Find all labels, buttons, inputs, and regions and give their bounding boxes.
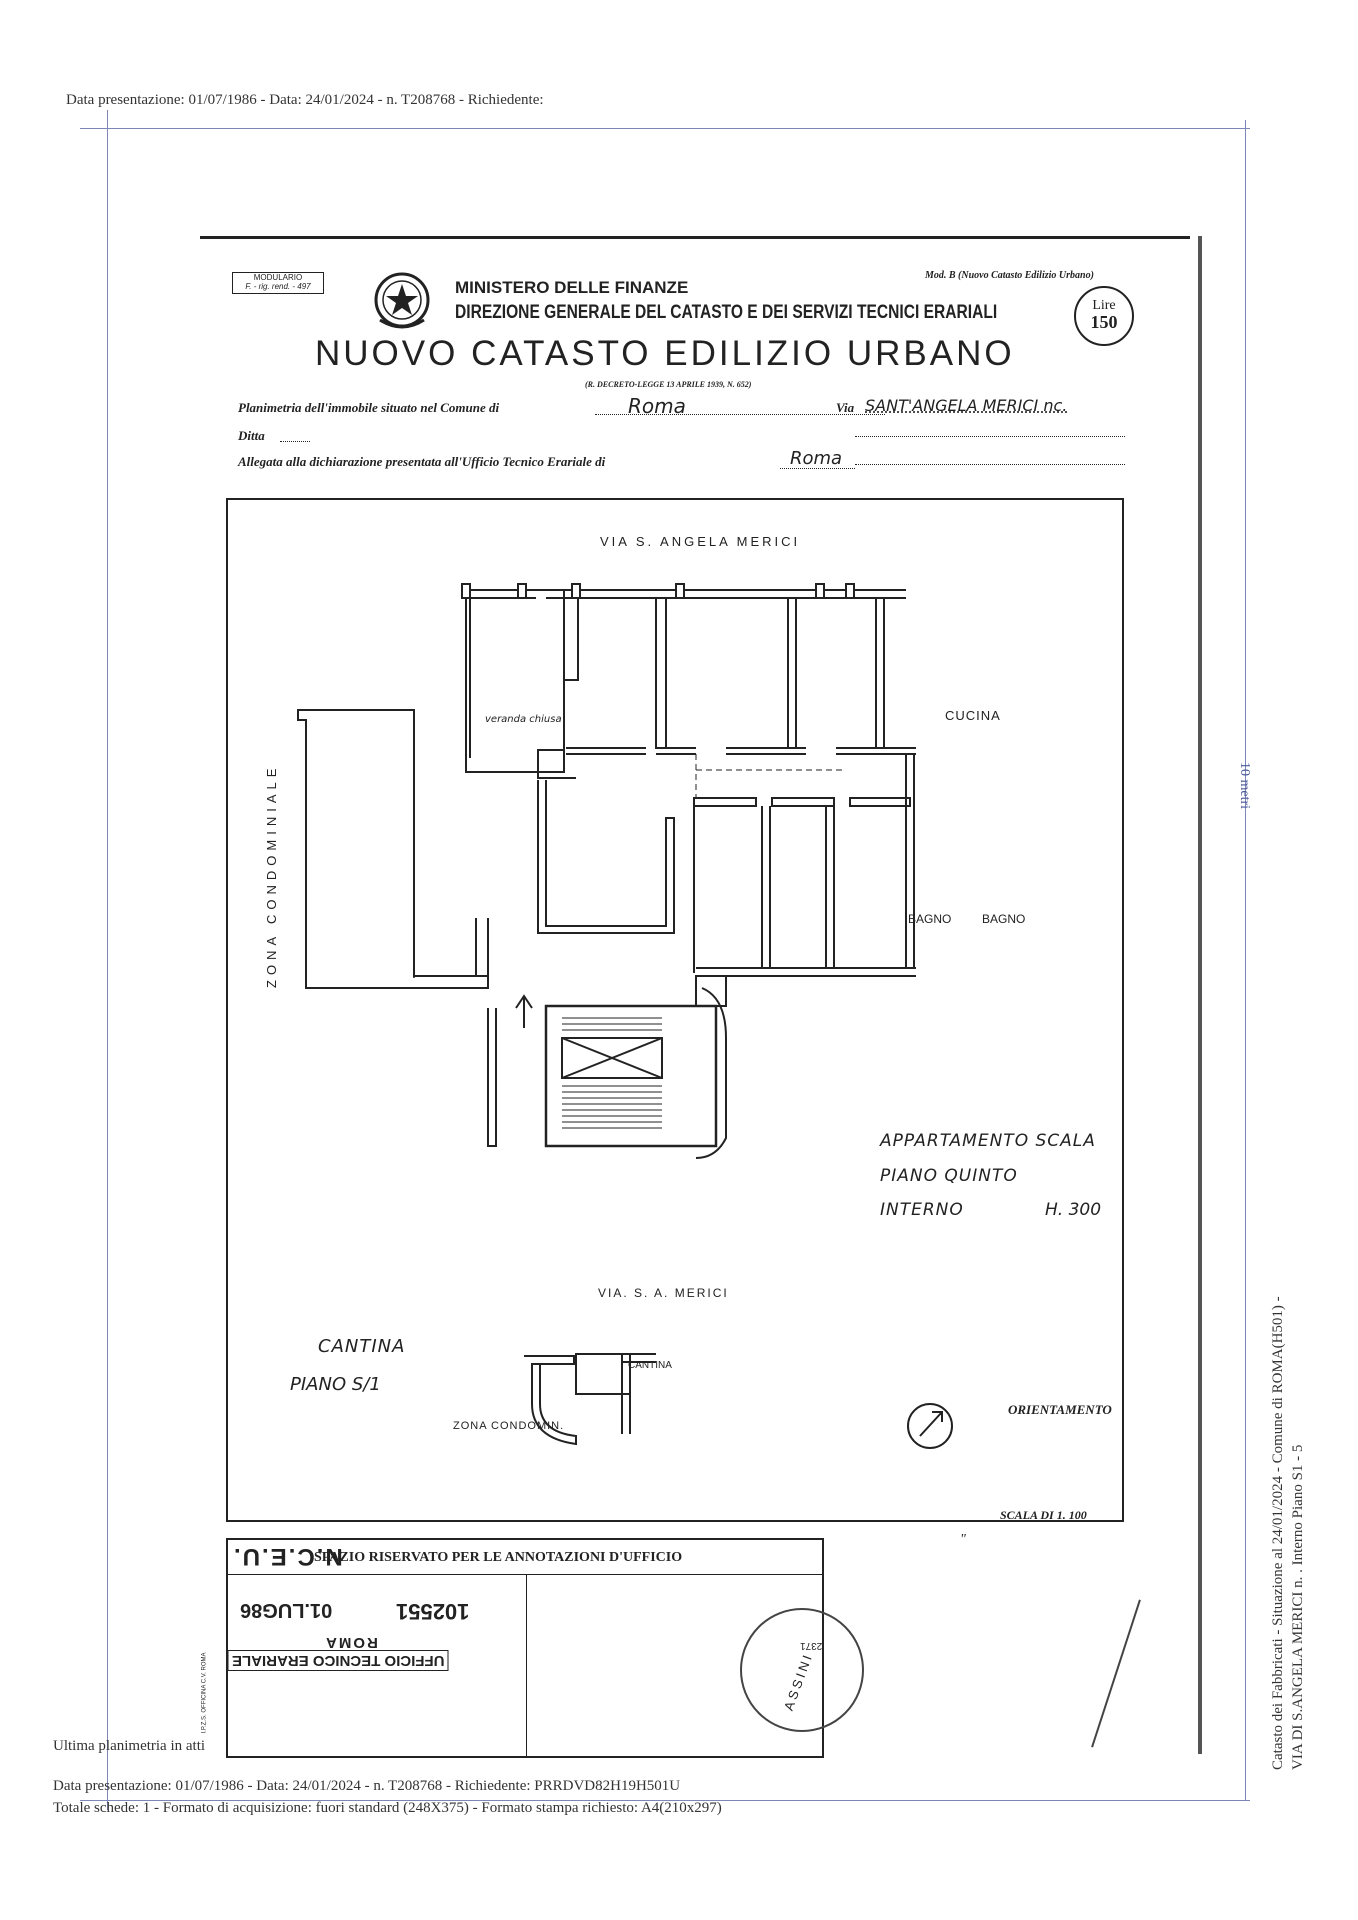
ditta-dots-2	[855, 436, 1125, 437]
compass-arrow-icon	[920, 1412, 942, 1436]
zona-condominiale-outline	[298, 710, 488, 988]
diagonal-edge	[1091, 1599, 1141, 1747]
sheet-top-bar	[200, 236, 1190, 239]
piano-label: PIANO QUINTO	[880, 1166, 1018, 1186]
wall-central	[538, 780, 674, 933]
pier	[676, 584, 684, 598]
stair-cross	[562, 1038, 662, 1078]
wall-left-room	[564, 590, 578, 680]
comune-value: Roma	[628, 394, 686, 418]
veranda-label: veranda chiusa	[485, 714, 562, 725]
office-header-rule	[228, 1574, 822, 1575]
wall-top-facade	[466, 590, 906, 598]
wall-left-lower	[476, 918, 488, 976]
pier	[846, 584, 854, 598]
pier	[572, 584, 580, 598]
quote-mark: "	[960, 1532, 966, 1547]
modulario-label: MODULARIO	[253, 273, 303, 282]
planimetria-label: Planimetria dell'immobile situato nel Comune di	[238, 400, 500, 415]
floor-plan	[226, 498, 1120, 1518]
cadastral-sheet	[200, 236, 1200, 1754]
ufficio-value: Roma	[790, 448, 843, 469]
street-top-label: VIA S. ANGELA MERICI	[600, 534, 801, 549]
wall-bath-divider	[762, 806, 834, 968]
wall-bath-bottom	[696, 968, 916, 976]
lire-value: 150	[1090, 312, 1118, 332]
zona-condomin-label: ZONA CONDOMIN.	[453, 1420, 565, 1432]
frame-top	[80, 128, 1250, 129]
bagno-1-label: BAGNO	[908, 912, 952, 926]
entry-wall	[696, 976, 726, 1006]
decreto-line: (R. DECRETO-LEGGE 13 APRILE 1939, N. 652)	[585, 380, 752, 389]
footer-line-1: Data presentazione: 01/07/1986 - Data: 24/01/2024 - n. T208768 - Richiedente: PRRDVD82H19H501U	[53, 1778, 681, 1794]
wall-left-room-lower	[538, 680, 576, 778]
allegata-label: Allegata alla dichiarazione presentata all'Ufficio Tecnico Erariale di	[238, 454, 606, 469]
sheet-right-edge	[1198, 236, 1202, 1754]
wall-vertical	[656, 598, 666, 748]
zona-condominiale-label: ZONA CONDOMINIALE	[264, 763, 279, 988]
office-box	[201, 1538, 824, 1758]
orientamento-label: ORIENTAMENTO	[1008, 1402, 1112, 1417]
direzione-heading: DIREZIONE GENERALE DEL CATASTO E DEI SERVIZI TECNICI ERARIALI	[455, 302, 998, 323]
footer-line-2: Totale schede: 1 - Formato di acquisizione: fuori standard (248X375) - Formato stampa richiesto: A4(210x297)	[53, 1800, 722, 1816]
wall-bath-right	[906, 753, 914, 968]
modulario-sub: F. - rig. rend. - 497	[245, 282, 311, 291]
pier	[462, 584, 470, 598]
wall-bath	[694, 798, 756, 806]
ditta-dots-1	[280, 441, 310, 442]
frame-right	[1245, 120, 1246, 1800]
frame-left	[107, 110, 108, 1810]
dashed-corridor	[696, 754, 846, 798]
appartamento-label: APPARTAMENTO SCALA	[880, 1131, 1096, 1151]
side-cadastre-text	[1268, 1170, 1308, 1770]
veranda-outline	[466, 590, 564, 772]
ufficio-dots-2	[855, 464, 1125, 465]
altezza-label: H. 300	[1045, 1200, 1102, 1220]
piano-s1-label: PIANO S/1	[290, 1374, 381, 1395]
via-value: SANT'ANGELA MERICI nc.	[865, 396, 1068, 415]
wall-bath	[850, 798, 910, 806]
pier	[816, 584, 824, 598]
side-line-1: Catasto dei Fabbricati - Situazione al 24/01/2024 - Comune di ROMA(H501) -	[1270, 1296, 1286, 1770]
ipzs-label: I.P.Z.S. OFFICINA C.V. ROMA	[201, 1652, 208, 1734]
office-divider	[526, 1574, 527, 1756]
scale-label: 10 metri	[1237, 762, 1252, 810]
riservato-label: SPAZIO RISERVATO PER LE ANNOTAZIONI D'UFFICIO	[314, 1550, 683, 1565]
seal-number: 2371	[800, 1640, 823, 1651]
side-line-2: VIA DI S.ANGELA MERICI n. . Interno Piano S1 - 5	[1290, 1444, 1306, 1770]
form-title: NUOVO CATASTO EDILIZIO URBANO	[315, 334, 1015, 373]
protocol-date: 01.LUG86	[240, 1599, 333, 1621]
header-line: Data presentazione: 01/07/1986 - Data: 24/01/2024 - n. T208768 - Richiedente:	[66, 92, 544, 108]
scala-label: SCALA DI 1. 100	[1000, 1508, 1087, 1522]
cucina-label: CUCINA	[945, 708, 1001, 723]
wall-vertical	[788, 598, 796, 748]
wall-bath	[772, 798, 834, 806]
mod-b-label: Mod. B (Nuovo Catasto Edilizio Urbano)	[925, 270, 1094, 281]
stair-outer	[546, 1006, 716, 1146]
ultima-planimetria: Ultima planimetria in atti	[53, 1738, 206, 1754]
seal-text: ASSINI	[780, 1650, 816, 1713]
round-seal	[740, 1608, 864, 1732]
wall-bath-row	[694, 798, 746, 973]
interno-label: INTERNO	[880, 1200, 964, 1220]
street-bottom-label: VIA. S. A. MERICI	[598, 1286, 729, 1300]
ufficio-stamp-line: UFFICIO TECNICO ERARIALE	[228, 1650, 449, 1671]
cantina-title: CANTINA	[318, 1336, 406, 1357]
ministero-heading: MINISTERO DELLE FINANZE	[455, 278, 689, 297]
pier	[518, 584, 526, 598]
wall-entry	[488, 1008, 496, 1146]
wall-vertical	[876, 598, 884, 748]
lire-stamp	[1074, 286, 1134, 346]
entry-arrow-icon	[516, 996, 532, 1028]
stair-curve	[696, 988, 726, 1158]
nceu-stamp: N.C.E.U.	[232, 1543, 343, 1570]
via-label: Via	[836, 400, 855, 415]
cantina-room-label: CANTINA	[628, 1360, 672, 1371]
ufficio-stamp-roma: ROMA	[324, 1634, 378, 1651]
ditta-label: Ditta	[238, 428, 265, 443]
republic-emblem-icon	[372, 268, 432, 334]
lire-label: Lire	[1092, 298, 1116, 313]
bagno-2-label: BAGNO	[982, 912, 1026, 926]
modulario-box	[232, 272, 324, 294]
protocol-number: 102551	[396, 1599, 470, 1624]
